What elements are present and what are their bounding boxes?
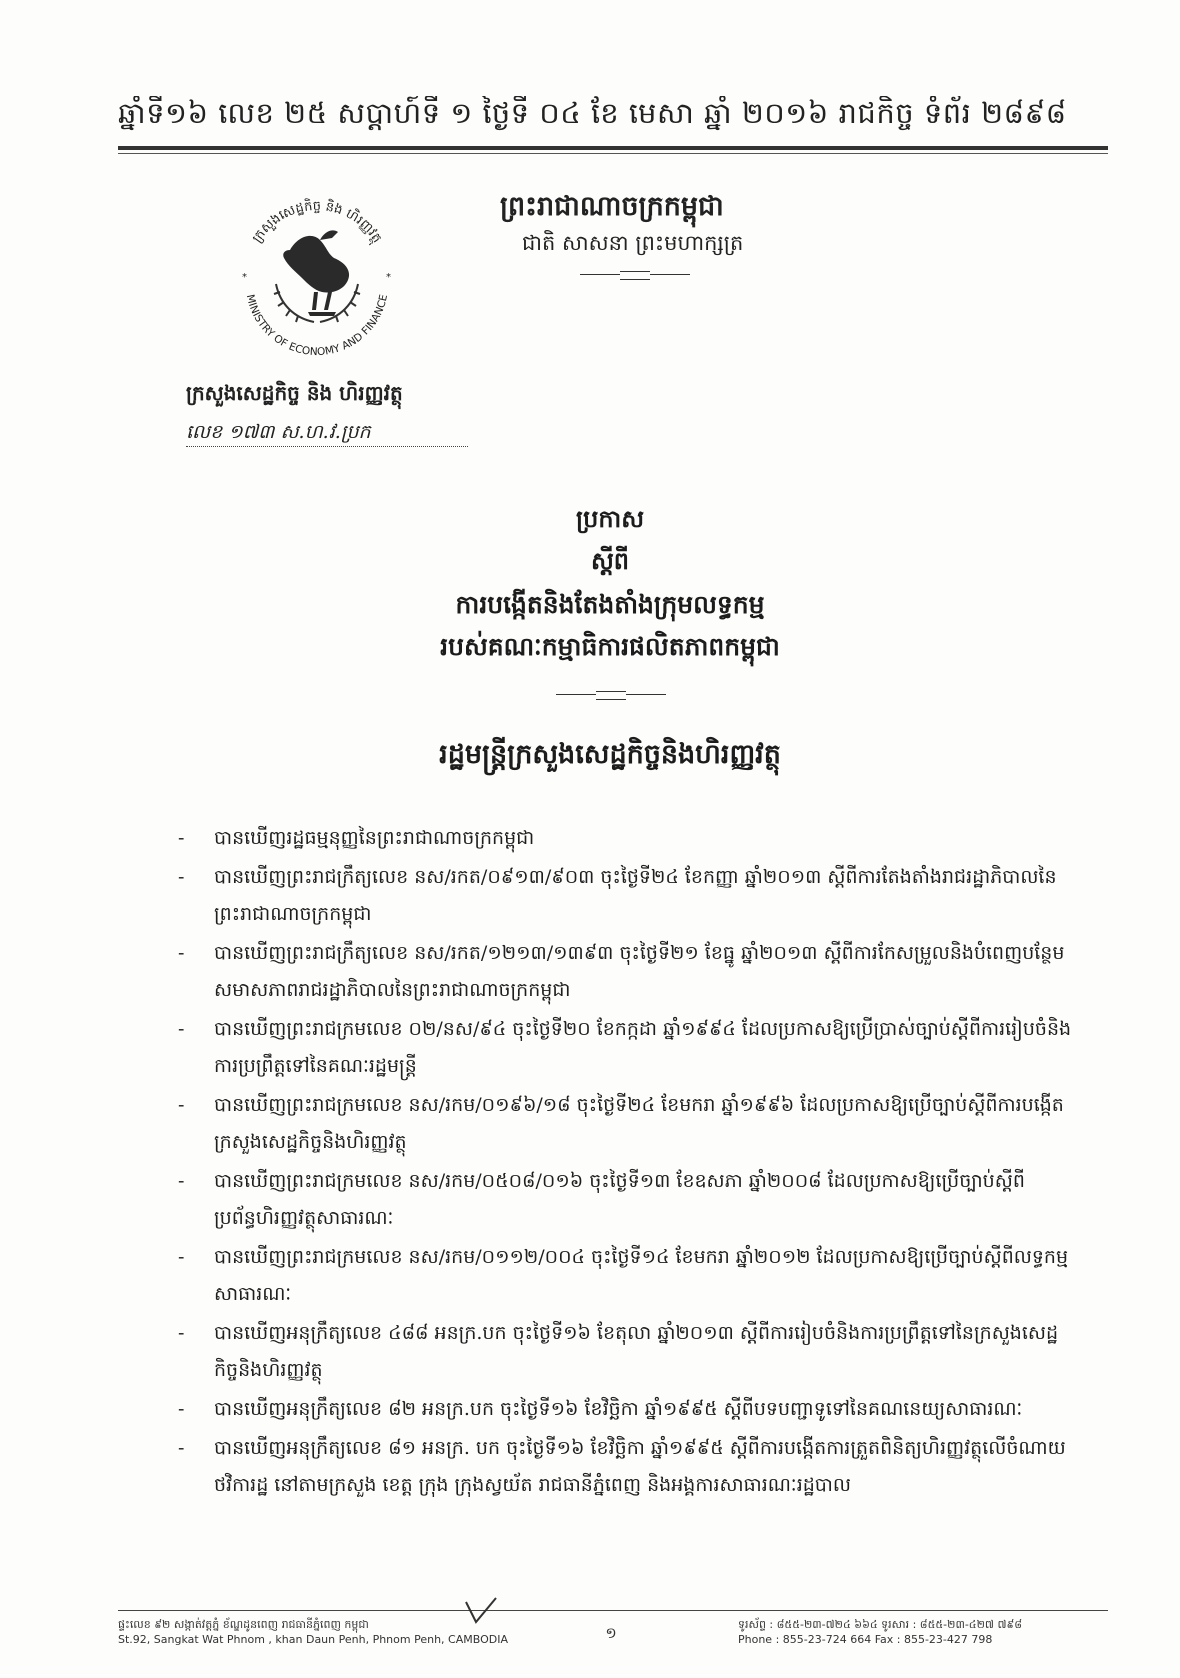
handwritten-initial: [462, 1596, 502, 1626]
footer-contact: [738, 1617, 1108, 1647]
document-about: ស្តីពី: [590, 546, 630, 575]
list-item: - បានឃើញរដ្ឋធម្មនុញ្ញនៃព្រះរាជាណាចក្រកម្ពុជា: [178, 827, 535, 849]
ministry-name: ក្រសួងសេដ្ឋកិច្ច និង ហិរញ្ញវត្ថុ: [186, 381, 403, 405]
page-number: ១: [605, 1624, 617, 1642]
issuer-title: រដ្ឋមន្ត្រីក្រសួងសេដ្ឋកិច្ចនិងហិរញ្ញវត្ថុ: [439, 739, 781, 770]
list-item: - បានឃើញអនុក្រឹត្យលេខ ៨១ អនក្រ. បក ចុះថ្ងៃទី១៦ ខែវិច្ឆិកា ឆ្នាំ១៩៩៥ ស្តីពីការបង្កើតការត្រួតពិនិត្យហិរញ្ញវត្ថុលើចំណាយថវិការដ្ឋ នៅតាមក្រសួង ខេត្ត ក្រុង ក្រុងស្វយ័ត រាជធានីភ្នំពេញ និងអង្គការសាធារណៈរដ្ឋបាល: [178, 1437, 1066, 1496]
seal-bird-icon: [283, 230, 349, 316]
kingdom-title: ព្រះរាជាណាចក្រកម្ពុជា: [500, 191, 724, 222]
national-motto: ជាតិ សាសនា ព្រះមហាក្សត្រ: [522, 231, 744, 255]
header-rule-thick: [118, 146, 1108, 150]
footer-phone-english: Phone : 855-23-724 664 Fax : 855-23-427 798: [738, 1633, 993, 1646]
seal-khmer-text: ក្រសួងសេដ្ឋកិច្ច និង ហិរញ្ញវត្ថុ: [249, 198, 385, 246]
svg-text:*: *: [242, 272, 247, 283]
seal-english-text: MINISTRY OF ECONOMY AND FINANCE: [243, 293, 391, 359]
list-item: - បានឃើញព្រះរាជក្រមលេខ នស/រកម/០១១២/០០៤ ចុះថ្ងៃទី១៤ ខែមករា ឆ្នាំ២០១២ ដែលប្រកាសឱ្យប្រើច្បាប់ស្តីពីលទ្ធកម្មសាធារណៈ: [178, 1246, 1069, 1305]
list-item: - បានឃើញព្រះរាជក្រមលេខ ០២/នស/៩៤ ចុះថ្ងៃទី២០ ខែកក្កដា ឆ្នាំ១៩៩៤ ដែលប្រកាសឱ្យប្រើប្រាស់ច្បាប់ស្តីពីការរៀបចំនិងការប្រព្រឹត្តទៅនៃគណៈរដ្ឋមន្ត្រី: [178, 1018, 1072, 1077]
reference-number: លេខ ១៧៣ ស.ហ.វ.ប្រក: [186, 421, 371, 443]
title-ornament: [556, 690, 666, 700]
considerations-list: [178, 820, 1078, 1506]
list-item: - បានឃើញព្រះរាជក្រឹត្យលេខ នស/រកត/០៩១៣/៩០៣ ចុះថ្ងៃទី២៤ ខែកញ្ញា ឆ្នាំ២០១៣ ស្តីពីការតែងតាំងរាជរដ្ឋាភិបាលនៃព្រះរាជាណាចក្រកម្ពុជា: [178, 866, 1057, 925]
svg-text:*: *: [386, 272, 391, 283]
footer-address: [118, 1617, 518, 1647]
gazette-header: ឆ្នាំទី១៦ លេខ ២៥ សប្តាហ៍ទី ១ ថ្ងៃទី ០៤ ខែ មេសា ឆ្នាំ ២០១៦ រាជកិច្ច ទំព័រ ២៨៩៨: [118, 96, 1067, 130]
list-item: - បានឃើញព្រះរាជក្រឹត្យលេខ នស/រកត/១២១៣/១៣៩៣ ចុះថ្ងៃទី២១ ខែធ្នូ ឆ្នាំ២០១៣ ស្តីពីការកែសម្រួលនិងបំពេញបន្ថែមសមាសភាពរាជរដ្ឋាភិបាលនៃព្រះរាជាណាចក្រកម្ពុជា: [178, 942, 1065, 1001]
document-type: ប្រកាស: [575, 504, 645, 533]
footer-address-english: St.92, Sangkat Wat Phnom , khan Daun Penh, Phnom Penh, CAMBODIA: [118, 1633, 508, 1646]
footer-rule: [118, 1610, 1108, 1611]
footer-address-khmer: ផ្ទះលេខ ៩២ សង្កាត់វត្តភ្នំ ខ័ណ្ឌដូនពេញ រាជធានីភ្នំពេញ កម្ពុជា: [118, 1618, 369, 1631]
footer-phone-khmer: ទូរស័ព្ទ : ៨៥៥-២៣-៧២៤ ៦៦៤ ទូរសារ : ៨៥៥-២៣-៤២៧ ៧៩៨: [738, 1618, 1023, 1631]
list-item: - បានឃើញព្រះរាជក្រមលេខ នស/រកម/០៥០៨/០១៦ ចុះថ្ងៃទី១៣ ខែឧសភា ឆ្នាំ២០០៨ ដែលប្រកាសឱ្យប្រើច្បាប់ស្តីពីប្រព័ន្ធហិរញ្ញវត្ថុសាធារណៈ: [178, 1170, 1025, 1229]
list-item: - បានឃើញអនុក្រឹត្យលេខ ៨២ អនក្រ.បក ចុះថ្ងៃទី១៦ ខែវិច្ឆិកា ឆ្នាំ១៩៩៥ ស្តីពីបទបញ្ជាទូទៅនៃគណនេយ្យសាធារណៈ: [178, 1398, 1023, 1420]
header-rule-thin: [118, 153, 1108, 154]
ministry-seal: [228, 188, 406, 366]
list-item: - បានឃើញព្រះរាជក្រមលេខ នស/រកម/០១៩៦/១៨ ចុះថ្ងៃទី២៤ ខែមករា ឆ្នាំ១៩៩៦ ដែលប្រកាសឱ្យប្រើច្បាប់ស្តីពីការបង្កើតក្រសួងសេដ្ឋកិច្ចនិងហិរញ្ញវត្ថុ: [178, 1094, 1064, 1153]
document-subject: ការបង្កើតនិងតែងតាំងក្រុមលទ្ធកម្ម: [455, 590, 765, 619]
motto-ornament: [580, 270, 690, 280]
reference-underline: [186, 446, 468, 447]
document-subject-of: របស់គណៈកម្មាធិការផលិតភាពកម្ពុជា: [440, 632, 780, 661]
list-item: - បានឃើញអនុក្រឹត្យលេខ ៤៨៨ អនក្រ.បក ចុះថ្ងៃទី១៦ ខែតុលា ឆ្នាំ២០១៣ ស្តីពីការរៀបចំនិងការប្រព្រឹត្តទៅនៃក្រសួងសេដ្ឋកិច្ចនិងហិរញ្ញវត្ថុ: [178, 1322, 1059, 1381]
